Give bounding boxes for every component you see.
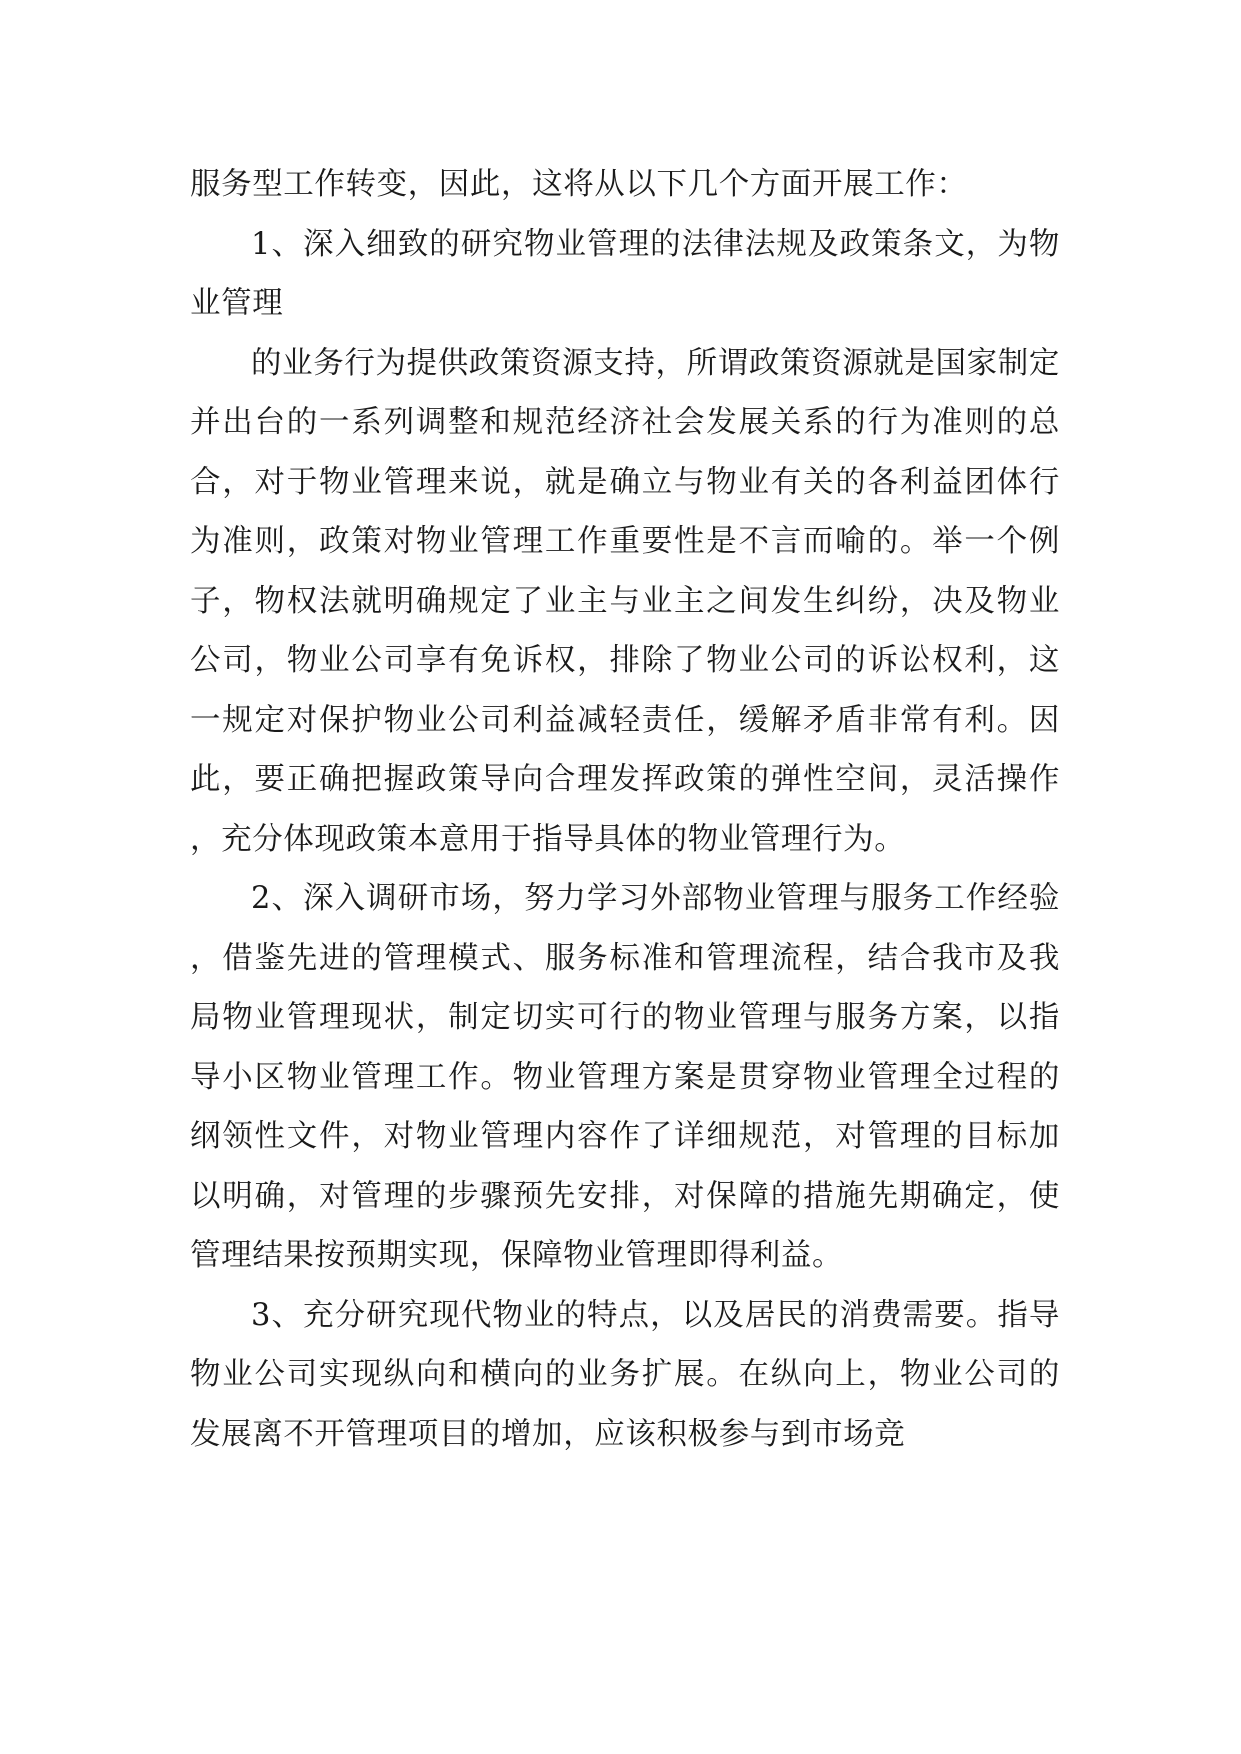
paragraph-item-1-body: 的业务行为提供政策资源支持，所谓政策资源就是国家制定并出台的一系列调整和规范经济社会发展关系的行为准则的总合，对于物业管理来说，就是确立与物业有关的各利益团体行为准则，政策对物业管理工作重要性是不言而喻的。举一个例子，物权法就明确规定了业主与业主之间发生纠纷，决及物业公司，物业公司享有免诉权，排除了物业公司的诉讼权利，这一规定对保护物业公司利益减轻责任，缓解矛盾非常有利。因此，要正确把握政策导向合理发挥政策的弹性空间，灵活操作，充分体现政策本意用于指导具体的物业管理行为。 bbox=[190, 345, 1060, 857]
paragraph-item-2: 2、深入调研市场，努力学习外部物业管理与服务工作经验，借鉴先进的管理模式、服务标准和管理流程，结合我市及我局物业管理现状，制定切实可行的物业管理与服务方案，以指导小区物业管理工作。物业管理方案是贯穿物业管理全过程的纲领性文件，对物业管理内容作了详细规范，对管理的目标加以明确，对管理的步骤预先安排，对保障的措施先期确定，使管理结果按预期实现，保障物业管理即得利益。 bbox=[190, 881, 1060, 1273]
document-body bbox=[190, 155, 1060, 1464]
paragraph-continued-intro: 服务型工作转变，因此，这将从以下几个方面开展工作： bbox=[190, 167, 968, 202]
paragraph-item-1-heading: 1、深入细致的研究物业管理的法律法规及政策条文，为物业管理 bbox=[190, 226, 1060, 321]
paragraph-item-3: 3、充分研究现代物业的特点，以及居民的消费需要。指导物业公司实现纵向和横向的业务扩展。在纵向上，物业公司的发展离不开管理项目的增加，应该积极参与到市场竞 bbox=[190, 1297, 1060, 1452]
